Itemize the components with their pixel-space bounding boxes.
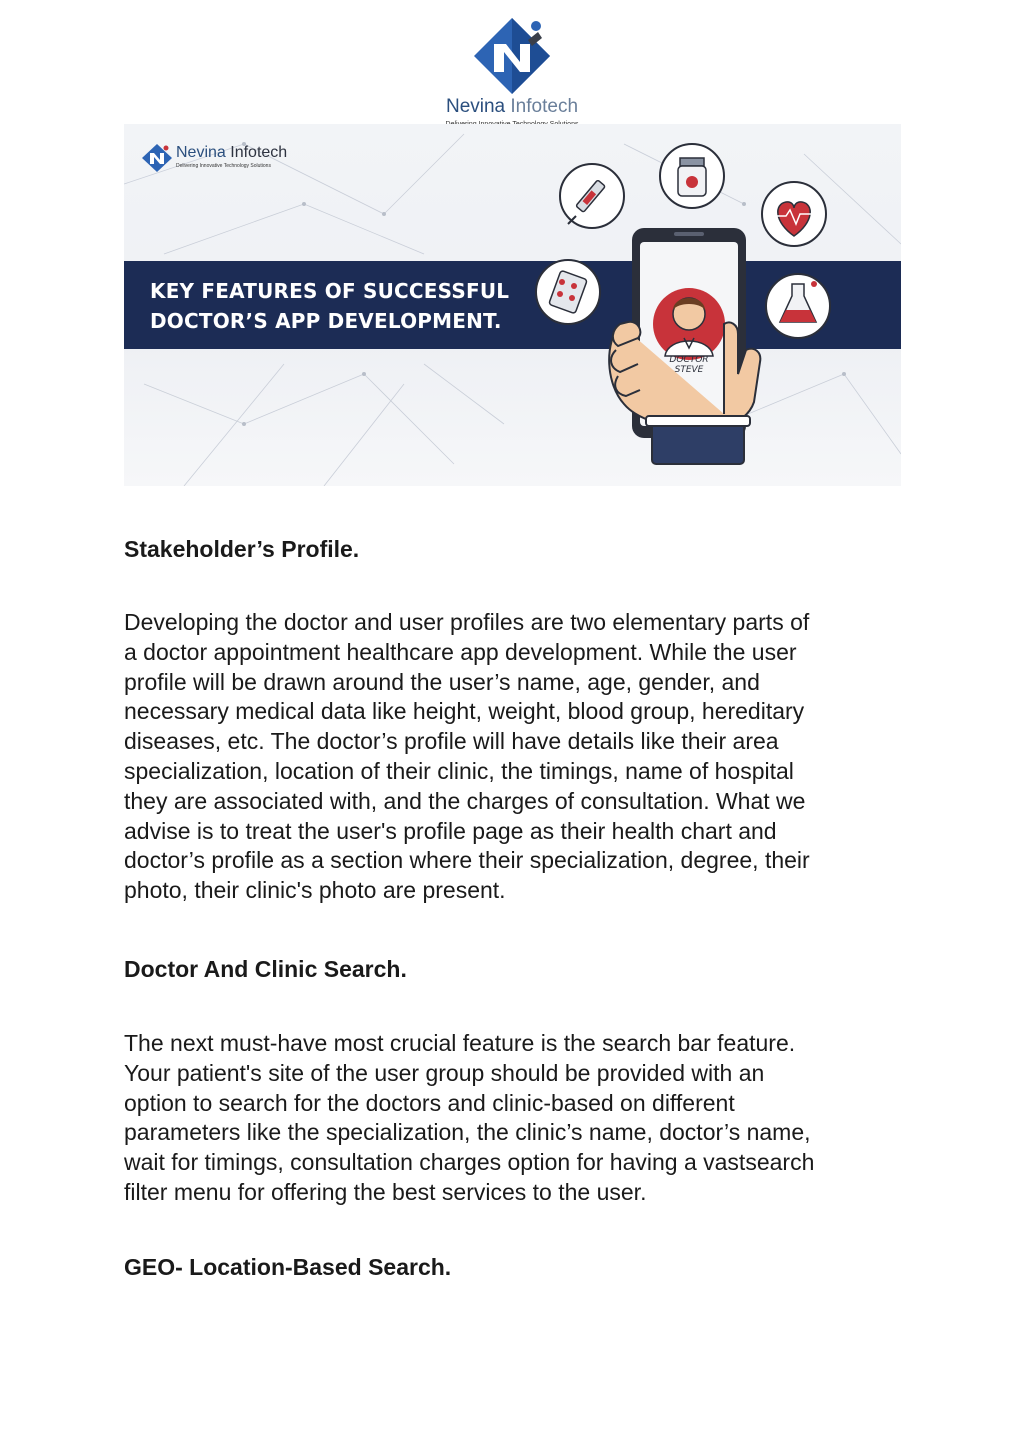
hero-banner [124,124,901,486]
section-heading-doctor-clinic-search: Doctor And Clinic Search. [124,956,407,982]
paragraph-line: advise is to treat the user's profile page as their health chart and [124,817,777,844]
paragraph-line: Developing the doctor and user profiles are two elementary parts of [124,609,810,635]
brand-secondary: Infotech [510,96,579,117]
section-paragraph-stakeholder-profile [124,608,904,906]
doctor-app-illustration [524,124,901,486]
headline-line-1: KEY FEATURES OF SUCCESSFUL [150,279,510,303]
nevina-logo-icon [140,142,174,174]
section-paragraph-doctor-clinic-search [124,1029,904,1208]
brand-name [0,96,1024,118]
paragraph-line: wait for timings, consultation charges option for having a vastsearch [124,1149,815,1176]
section-heading-stakeholder-profile: Stakeholder’s Profile. [124,536,360,562]
paragraph-line: diseases, etc. The doctor’s profile will have details like their area [124,728,779,755]
phone-label-line-1: DOCTOR [669,355,709,365]
paragraph-line: Your patient's site of the user group should be provided with an [124,1059,765,1086]
syringe-icon [560,164,624,228]
paragraph-line: photo, their clinic's photo are present. [124,877,506,904]
phone-label-line-2: STEVE [674,365,704,375]
paragraph-line: doctor’s profile as a section where their specialization, degree, their [124,847,810,874]
banner-tagline: Delivering Innovative Technology Solutions [176,163,271,169]
banner-brand-primary: Nevina [176,144,226,161]
banner-brand-secondary: Infotech [230,144,288,161]
paragraph-line: they are associated with, and the charges of consultation. What we [124,787,806,814]
paragraph-line: profile will be drawn around the user’s name, age, gender, and [124,668,760,695]
paragraph-line: option to search for the doctors and clinic-based on different [124,1089,735,1116]
medicine-bottle-icon [660,144,724,208]
section-heading-geo-location-search: GEO- Location-Based Search. [124,1254,452,1280]
flask-icon [766,274,830,338]
headline-line-2: DOCTOR’S APP DEVELOPMENT. [150,309,502,333]
nevina-logo-icon [462,10,562,100]
paragraph-line: a doctor appointment healthcare app development. While the user [124,638,797,665]
header-logo [0,10,1024,117]
heart-icon [762,182,826,246]
pills-icon [536,260,600,324]
paragraph-line: parameters like the specialization, the clinic’s name, doctor’s name, [124,1119,811,1146]
paragraph-line: The next must-have most crucial feature is the search bar feature. [124,1030,796,1056]
paragraph-line: specialization, location of their clinic, the timings, name of hospital [124,757,794,784]
paragraph-line: necessary medical data like height, weight, blood group, hereditary [124,698,805,725]
banner-logo [140,140,320,180]
paragraph-line: filter menu for offering the best services to the user. [124,1178,647,1205]
banner-brand-name [176,144,287,162]
brand-primary: Nevina [445,96,506,117]
doctor-avatar-icon [653,288,725,360]
banner-headline [150,276,570,336]
